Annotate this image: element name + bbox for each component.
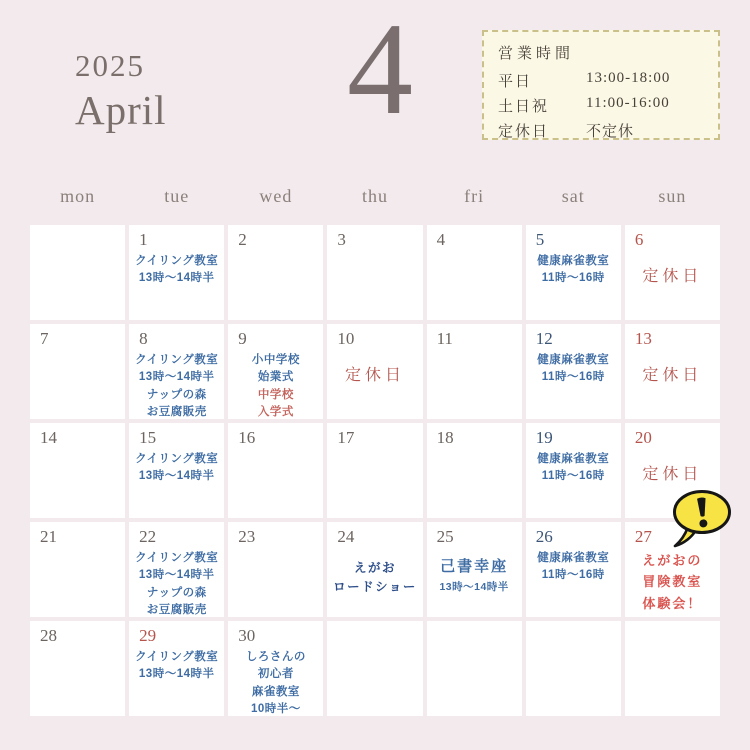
calendar-cell-9[interactable] [228, 324, 323, 419]
calendar-cell-5[interactable] [526, 225, 621, 320]
date-number: 24 [337, 527, 355, 546]
calendar-cell-19[interactable] [526, 423, 621, 518]
date-number: 20 [634, 428, 652, 447]
business-hours-value: 11:00-16:00 [586, 95, 670, 111]
event-egao-adventure-class: えがおの 冒険教室 体験会！ [642, 553, 703, 611]
date-number: 28 [40, 626, 57, 645]
date-number: 9 [238, 329, 247, 348]
business-hours-title: 営業時間 [498, 46, 575, 62]
calendar-cell-6[interactable] [625, 225, 720, 320]
business-hours-value: 不定休 [586, 124, 635, 140]
date-number: 21 [40, 527, 57, 546]
date-number: 3 [337, 230, 346, 249]
event-mahjong-class: 健康麻雀教室 11時〜16時 [537, 552, 610, 582]
date-number: 29 [139, 626, 157, 645]
event-quilling-class: クイリング教室 13時〜14時半 [135, 453, 219, 483]
calendar-cell-16[interactable] [228, 423, 323, 518]
year-label: 2025 [75, 48, 145, 83]
calendar-cell-29[interactable] [129, 621, 224, 716]
business-hours-row-weekday [498, 70, 704, 91]
weekday-header-sun: sun [658, 186, 687, 206]
calendar-cell-8[interactable] [129, 324, 224, 419]
weekday-header-tue: tue [164, 186, 190, 206]
calendar-cell-15[interactable] [129, 423, 224, 518]
date-number: 10 [337, 329, 355, 348]
date-number: 30 [238, 626, 256, 645]
calendar-cell-2[interactable] [228, 225, 323, 320]
event-quilling-class-tofu: クイリング教室 13時〜14時半 ナップの森 お豆腐販売 [135, 552, 219, 616]
month-name-label: April [75, 87, 167, 133]
calendar-cell-30[interactable] [228, 621, 323, 716]
business-hours-label: 平日 [498, 74, 533, 90]
date-number: 17 [337, 428, 355, 447]
event-mahjong-class: 健康麻雀教室 11時〜16時 [537, 453, 610, 483]
calendar-cell-18[interactable] [427, 423, 522, 518]
event-mahjong-class: 健康麻雀教室 11時〜16時 [537, 354, 610, 384]
calendar-cell-1[interactable] [129, 225, 224, 320]
calendar-cell-14[interactable] [30, 423, 125, 518]
date-number: 1 [139, 230, 148, 249]
business-hours-row-weekend [498, 95, 704, 116]
calendar-cell-3[interactable] [327, 225, 422, 320]
date-number: 14 [40, 428, 57, 447]
date-number: 22 [139, 527, 157, 546]
calendar-cell-empty[interactable] [327, 621, 422, 716]
event-closed-day: 定休日 [642, 466, 703, 483]
event-quilling-class: クイリング教室 13時〜14時半 [135, 255, 219, 285]
month-number: 4 [347, 0, 413, 142]
event-quilling-class-tofu: クイリング教室 13時〜14時半 ナップの森 お豆腐販売 [135, 354, 219, 418]
calendar-cell-empty[interactable] [625, 621, 720, 716]
date-number: 27 [634, 527, 652, 546]
event-mahjong-class: 健康麻雀教室 11時〜16時 [537, 255, 610, 285]
date-number: 18 [436, 428, 454, 447]
calendar-cell-empty[interactable] [526, 621, 621, 716]
event-closed-day: 定休日 [642, 367, 703, 384]
calendar-cell-25[interactable] [427, 522, 522, 617]
calendar-grid [30, 225, 720, 716]
date-number: 2 [238, 230, 247, 249]
calendar-cell-17[interactable] [327, 423, 422, 518]
date-number: 15 [139, 428, 157, 447]
calendar-cell-4[interactable] [427, 225, 522, 320]
date-number: 23 [238, 527, 256, 546]
calendar-cell-10[interactable] [327, 324, 422, 419]
business-hours-box [482, 30, 720, 140]
calendar-cell-empty[interactable] [30, 225, 125, 320]
calendar-cell-23[interactable] [228, 522, 323, 617]
date-number: 16 [238, 428, 256, 447]
date-number: 13 [634, 329, 652, 348]
date-number: 11 [436, 329, 453, 348]
event-onosho-class-time: 13時〜14時半 [439, 580, 509, 593]
calendar-cell-7[interactable] [30, 324, 125, 419]
calendar-cell-28[interactable] [30, 621, 125, 716]
calendar-cell-13[interactable] [625, 324, 720, 419]
weekday-header-sat: sat [561, 186, 585, 206]
weekday-header-fri: fri [464, 186, 485, 206]
date-number: 5 [535, 230, 545, 249]
date-number: 7 [40, 329, 49, 348]
calendar-cell-20[interactable] [625, 423, 720, 518]
event-mahjong-beginner-class: しろさんの 初心者 麻雀教室 10時半〜 [245, 651, 306, 715]
date-number: 26 [535, 527, 553, 546]
date-number: 25 [436, 527, 454, 546]
calendar-cell-27[interactable] [625, 522, 720, 617]
weekday-header-mon: mon [60, 186, 96, 206]
event-closed-day: 定休日 [344, 367, 405, 384]
calendar-cell-21[interactable] [30, 522, 125, 617]
date-number: 4 [436, 230, 446, 249]
calendar-cell-11[interactable] [427, 324, 522, 419]
business-hours-value: 13:00-18:00 [586, 70, 671, 86]
event-closed-day: 定休日 [642, 268, 703, 285]
business-hours-label: 定休日 [498, 124, 550, 140]
calendar-cell-12[interactable] [526, 324, 621, 419]
year-month-block [75, 48, 167, 134]
date-number: 6 [634, 230, 644, 249]
weekday-header-row [30, 186, 720, 207]
weekday-header-wed: wed [259, 186, 293, 206]
weekday-header-thu: thu [361, 186, 388, 206]
date-number: 12 [535, 329, 553, 348]
event-egao-roadshow: えがお ロードショー [333, 561, 417, 594]
event-quilling-class: クイリング教室 13時〜14時半 [135, 651, 219, 681]
event-school-entrance-ceremony: 中学校 入学式 [257, 388, 294, 418]
calendar-cell-empty[interactable] [427, 621, 522, 716]
business-hours-row-closed [498, 120, 704, 141]
event-onosho-class: 己書幸座 [440, 558, 509, 575]
event-school-opening-ceremony: 小中学校 始業式 [251, 354, 300, 384]
calendar-cell-26[interactable] [526, 522, 621, 617]
calendar-cell-24[interactable] [327, 522, 422, 617]
date-number: 8 [139, 329, 148, 348]
business-hours-label: 土日祝 [498, 99, 550, 115]
date-number: 19 [535, 428, 553, 447]
calendar-cell-22[interactable] [129, 522, 224, 617]
